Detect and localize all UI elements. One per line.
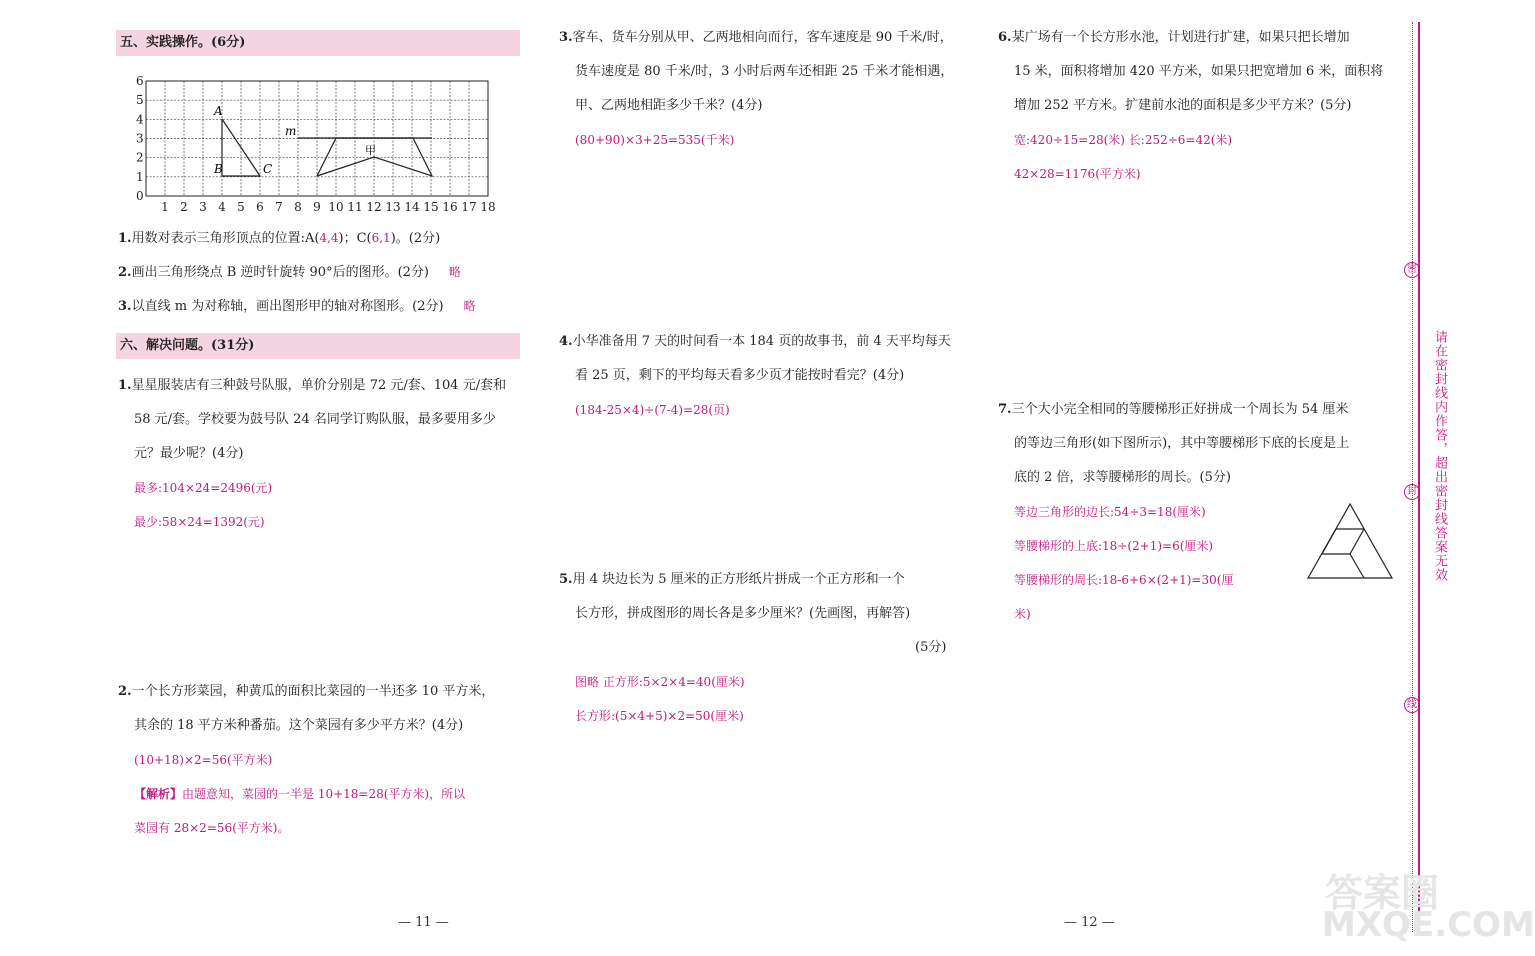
- s6-q6-answer-1: 宽:420÷15=28(米) 长:252÷6=42(米): [1014, 133, 1233, 147]
- y-tick-label: 1: [136, 169, 144, 184]
- s6-q7-answer-1: 等边三角形的边长:54÷3=18(厘米): [1014, 505, 1206, 519]
- s6-q1: 1.星星服装店有三种鼓号队服，单价分别是 72 元/套、104 元/套和 58 元/套。学校要为鼓号队 24 名同学订购队服，最多要用多少 元？最少呢？(4分) 最多:104×24=2496(元) 最少:58×24=1392(元): [118, 369, 506, 539]
- x-tick-label: 7: [275, 200, 283, 214]
- s6-q3-answer: (80+90)×3+25=535(千米): [575, 133, 735, 147]
- label-a: A: [214, 104, 223, 118]
- watermark-url: MXQE.COM: [1322, 905, 1535, 945]
- sidebar-warning-text: 请在密封线内作答，超出密封线答案无效: [1432, 330, 1447, 582]
- seal-solid-line: [1418, 22, 1420, 932]
- x-tick-label: 4: [218, 200, 226, 214]
- s6-q3: 3.客车、货车分别从甲、乙两地相向而行，客车速度是 90 千米/时， 货车速度是 80 千米/时，3 小时后两车还相距 25 千米才能相遇， 甲、乙两地相距多少千米？(4分) (80+90)×3+25=535(千米): [559, 21, 953, 157]
- s6-q2-analysis: 【解析】由题意知，菜园的一半是 10+18=28(平方米)，所以: [134, 787, 466, 801]
- x-tick-label: 1: [161, 200, 169, 214]
- label-c: C: [263, 162, 273, 176]
- s5-question-2: 2.画出三角形绕点 B 逆时针旋转 90°后的图形。(2分) 略: [118, 265, 462, 280]
- label-b: B: [214, 162, 223, 176]
- page-number-right: — 12 —: [1064, 915, 1115, 930]
- y-tick-label: 5: [136, 93, 144, 108]
- label-m: m: [285, 124, 297, 138]
- x-tick-label: 15: [423, 200, 439, 214]
- seal-mark-bottom: 线: [1404, 697, 1420, 713]
- x-tick-label: 3: [199, 200, 207, 214]
- s5-q2-answer: 略: [449, 265, 462, 279]
- x-axis-ticks: [161, 200, 495, 214]
- x-tick-label: 12: [366, 200, 382, 214]
- s5-question-1: 1.用数对表示三角形顶点的位置:A(4,4)；C(6,1)。(2分): [118, 231, 441, 246]
- x-tick-label: 8: [294, 200, 302, 214]
- s6-q5: 5.用 4 块边长为 5 厘米的正方形纸片拼成一个正方形和一个 长方形，拼成图形的周长各是多少厘米？(先画图，再解答) (5分) 图略 正方形:5×2×4=40(厘米) 长方形:(5×4+5)×2=50(厘米): [559, 563, 946, 733]
- s6-q7: 7.三个大小完全相同的等腰梯形正好拼成一个周长为 54 厘米 的等边三角形(如下图所示)，其中等腰梯形下底的长度是上 底的 2 倍，求等腰梯形的周长。(5分) 等边三角形的边长:54÷3=18(厘米) 等腰梯形的上底:18÷(2+1)=6(厘米) 等腰梯形的周长:18-6+6×(2+1)=30(厘 米): [998, 393, 1349, 631]
- x-tick-label: 17: [461, 200, 477, 214]
- x-tick-label: 18: [480, 200, 496, 214]
- s6-q4-answer: (184-25×4)÷(7-4)=28(页): [575, 403, 730, 417]
- s6-q1-answer-max: 最多:104×24=2496(元): [134, 481, 273, 495]
- s6-q6: 6.某广场有一个长方形水池，计划进行扩建，如果只把长增加 15 米，面积将增加 420 平方米，如果只把宽增加 6 米，面积将 增加 252 平方米。扩建前水池的面积是多少平方米？(5分) 宽:420÷15=28(米) 长:252÷6=42(米) 42×28=1176(平方米): [998, 21, 1383, 191]
- s6-q7-answer-2: 等腰梯形的上底:18÷(2+1)=6(厘米): [1014, 539, 1214, 553]
- s6-q5-answer-square: 图略 正方形:5×2×4=40(厘米): [575, 675, 745, 689]
- s6-q4: 4.小华准备用 7 天的时间看一本 184 页的故事书，前 4 天平均每天 看 25 页，剩下的平均每天看多少页才能按时看完？(4分) (184-25×4)÷(7-4)=28(页): [559, 325, 951, 427]
- s6-q5-answer-rect: 长方形:(5×4+5)×2=50(厘米): [575, 709, 744, 723]
- x-tick-label: 11: [347, 200, 363, 214]
- y-axis-ticks: [136, 74, 144, 203]
- x-tick-label: 16: [442, 200, 458, 214]
- x-tick-label: 2: [180, 200, 188, 214]
- section6-header: 六、解决问题。(31分): [116, 333, 520, 359]
- section5-header: 五、实践操作。(6分): [116, 30, 520, 56]
- s6-q7-answer-3: 等腰梯形的周长:18-6+6×(2+1)=30(厘: [1014, 573, 1234, 587]
- x-tick-label: 14: [404, 200, 420, 214]
- y-tick-label: 6: [136, 74, 144, 88]
- y-tick-label: 3: [136, 131, 144, 146]
- page-number-left: — 11 —: [398, 915, 449, 930]
- s6-q6-answer-2: 42×28=1176(平方米): [1014, 167, 1141, 181]
- y-tick-label: 2: [136, 150, 144, 165]
- trapezoid-triangle-figure: [1305, 500, 1395, 582]
- s6-q2: 2.一个长方形菜园，种黄瓜的面积比菜园的一半还多 10 平方米， 其余的 18 平方米种番茄。这个菜园有多少平方米？(4分) (10+18)×2=56(平方米) 【解析】由题意知，菜园的一半是 10+18=28(平方米)，所以 菜园有 28×2=56(平方米)。: [118, 684, 495, 835]
- coordinate-grid: [128, 72, 508, 218]
- x-tick-label: 6: [256, 200, 264, 214]
- s6-q1-answer-min: 最少:58×24=1392(元): [134, 515, 265, 529]
- seal-mark-top: 密: [1404, 262, 1420, 278]
- x-tick-label: 13: [385, 200, 401, 214]
- x-tick-label: 10: [328, 200, 344, 214]
- y-tick-label: 4: [136, 112, 144, 127]
- watermark-logo: 答案圈: [1325, 871, 1440, 915]
- s6-q2-answer: (10+18)×2=56(平方米): [134, 753, 273, 767]
- seal-dotted-line: [1412, 22, 1413, 932]
- label-jia: 甲: [365, 144, 376, 157]
- y-tick-label: 0: [136, 189, 144, 203]
- seal-mark-mid: 封: [1404, 484, 1420, 500]
- x-tick-label: 5: [237, 200, 245, 214]
- s5-q3-answer: 略: [463, 299, 476, 313]
- s5-question-3: 3.以直线 m 为对称轴，画出图形甲的轴对称图形。(2分) 略: [118, 299, 476, 314]
- s6-q7-answer-4: 米): [1014, 607, 1031, 621]
- x-tick-label: 9: [313, 200, 321, 214]
